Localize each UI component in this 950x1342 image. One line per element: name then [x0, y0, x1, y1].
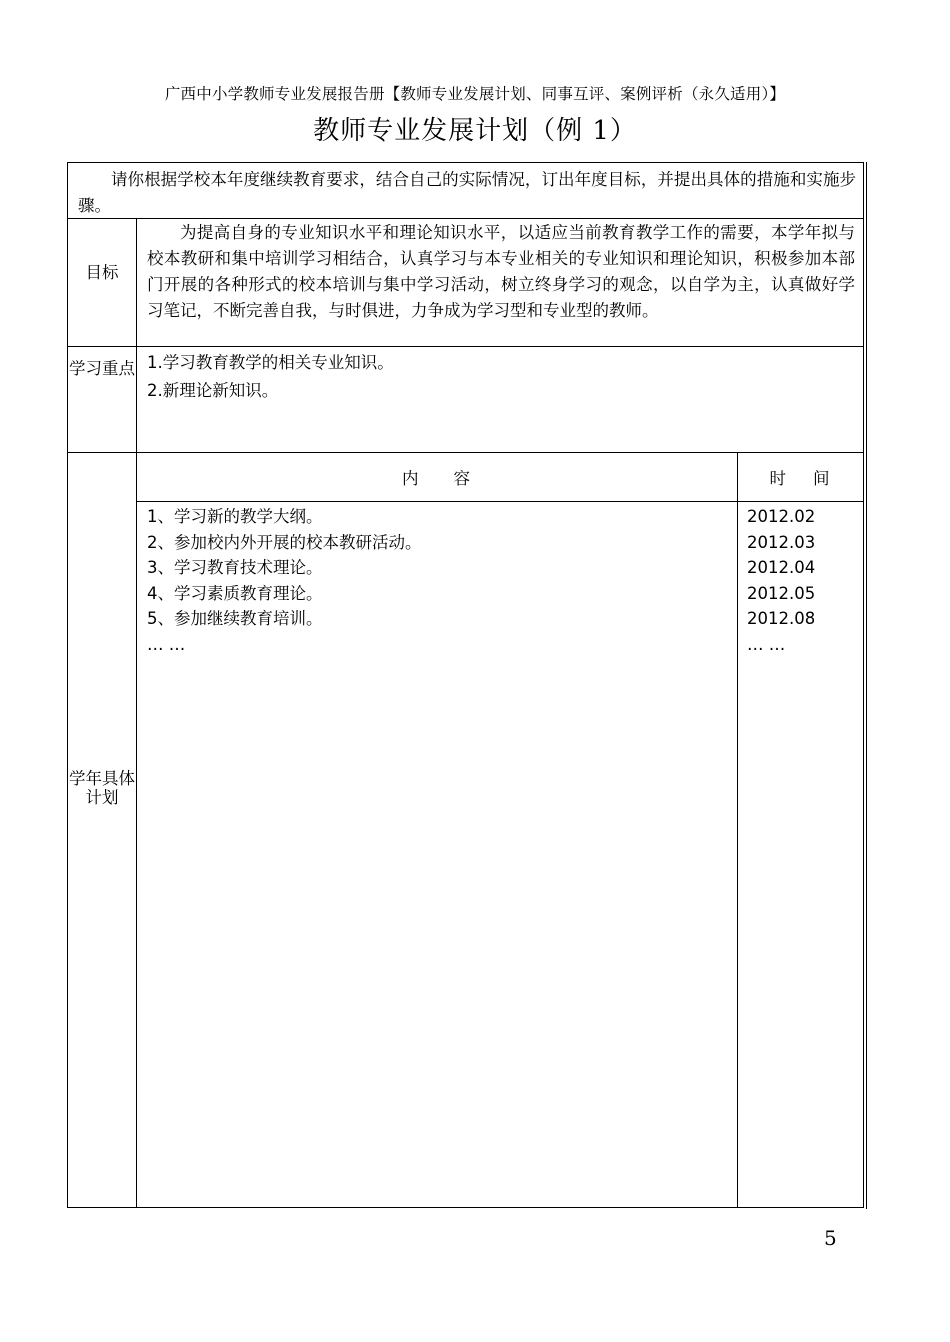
label-column-divider: [136, 218, 137, 1208]
page-title: 教师专业发展计划（例 1）: [313, 116, 637, 146]
table-row: 2012.05: [747, 583, 816, 603]
form-instructions: 请你根据学校本年度继续教育要求，结合自己的实际情况，订出年度目标，并提出具体的措施和实施步骤。: [78, 170, 856, 215]
content-column-header: 内 容: [402, 469, 471, 488]
table-row: 2、参加校内外开展的校本教研活动。: [147, 532, 422, 552]
goal-label: 目标: [85, 263, 119, 282]
plan-time-list: [747, 504, 857, 657]
row-divider: [68, 346, 863, 347]
table-row: 1、学习新的教学大纲。: [147, 507, 323, 526]
table-row: 2012.04: [747, 558, 816, 577]
table-row: 2012.08: [747, 609, 816, 628]
page-number: 5: [824, 1226, 837, 1250]
plan-form: [67, 162, 864, 1208]
table-row: 3、学习教育技术理论。: [147, 558, 323, 577]
goal-text: 为提高自身的专业知识水平和理论知识水平，以适应当前教育教学工作的需要，本学年拟与校本教研和集中培训学习相结合，认真学习与本专业相关的专业知识和理论知识，积极参加本部门开展的各种形式的校本培训与集中学习活动，树立终身学习的观念，以自学为主，认真做好学习笔记，不断完善自我，与时俱进，力争成为学习型和专业型的教师。: [147, 223, 855, 320]
row-divider: [68, 452, 863, 453]
time-column-header: 时 间: [769, 469, 831, 488]
table-row: 2012.02: [747, 507, 816, 526]
table-row: 2012.03: [747, 532, 816, 552]
table-row: … …: [147, 634, 186, 654]
plan-content-list: [147, 504, 737, 657]
table-row: … …: [747, 634, 786, 654]
time-column-divider: [737, 452, 738, 1208]
row-divider: [136, 501, 863, 502]
list-item: 1.学习教育教学的相关专业知识。: [147, 353, 394, 372]
list-item: 2.新理论新知识。: [147, 381, 279, 400]
focus-label: 学习重点: [69, 359, 135, 378]
table-row: 5、参加继续教育培训。: [147, 609, 323, 628]
table-row: 4、学习素质教育理论。: [147, 583, 323, 603]
focus-list: [147, 349, 847, 405]
document-header: 广西中小学教师专业发展报告册【教师专业发展计划、同事互评、案例评析（永久适用）】: [164, 85, 786, 103]
plan-label: 学年具体计划: [69, 769, 135, 807]
